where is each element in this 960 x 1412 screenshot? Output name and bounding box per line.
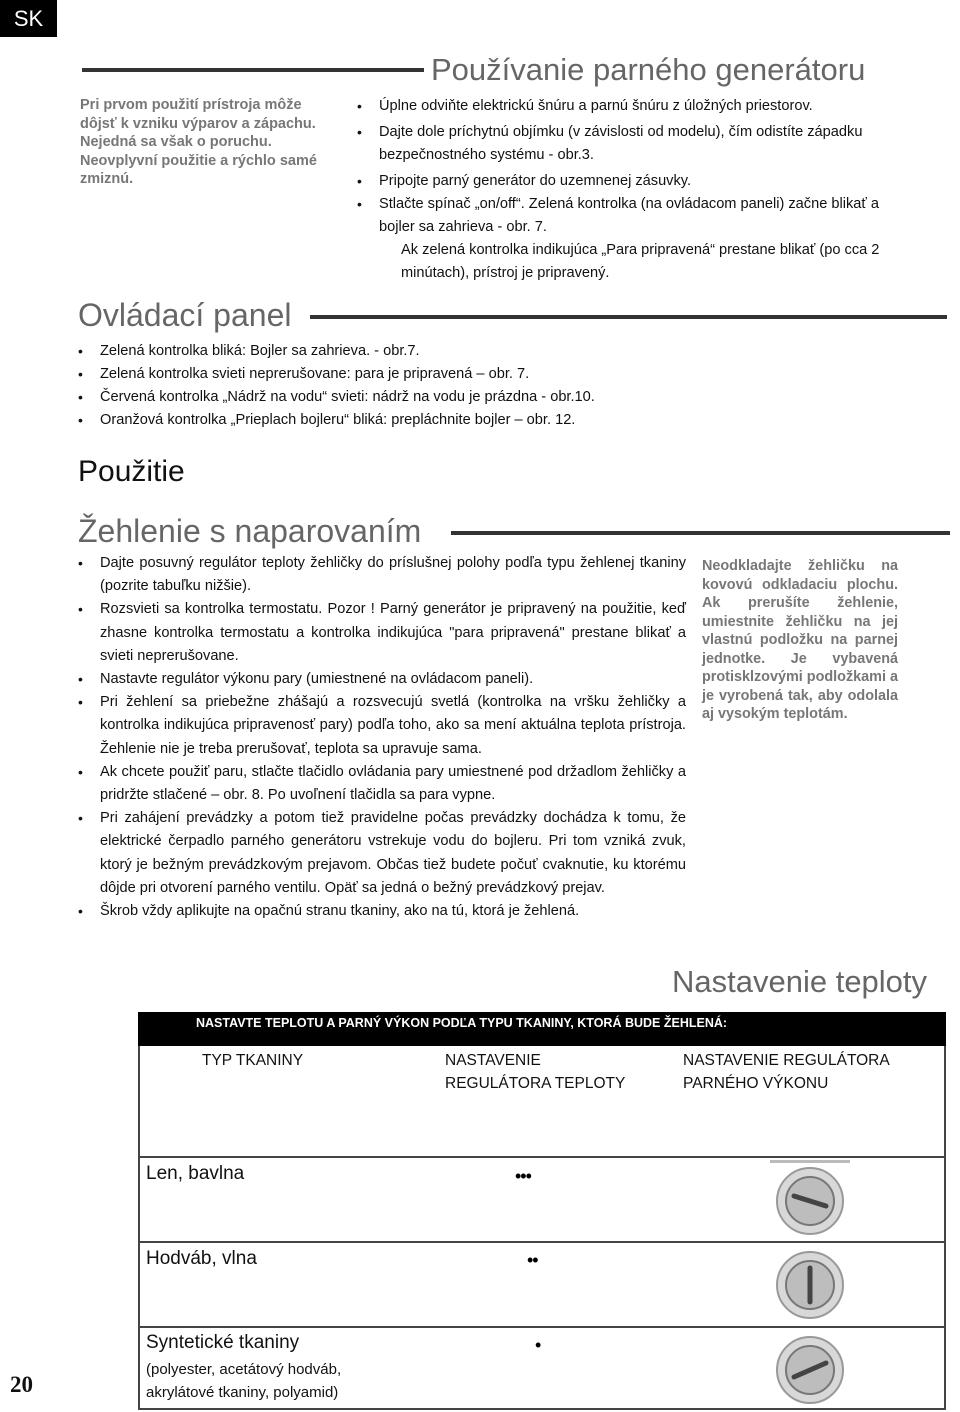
column-header-temperature-line-1: NASTAVENIE — [445, 1052, 541, 1069]
column-header-steam-line-1: NASTAVENIE REGULÁTORA — [683, 1052, 890, 1069]
list-item: • Úplne odviňte elektrickú šnúru a parnú šnúru z úložných priestorov. — [357, 95, 912, 118]
language-badge: SK — [0, 0, 57, 37]
list-item: • Stlačte spínač „on/off“. Zelená kontrolka (na ovládacom paneli) začne blikať a bojler sa zahrieva - obr. 7. — [357, 193, 912, 239]
section-rule-steam-ironing — [451, 531, 950, 535]
iron-rest-note: Neodkladajte žehličku na kovovú odkladaciu plochu. Ak prerušíte žehlenie, umiestnite žehličku na jej vlastnú podložku na parnej jednotke. Je vybavená protisklzovými podložkami a je vyrobená tak, aby odolala aj vysokým teplotám. — [702, 558, 898, 722]
fabric-silk-wool: Hodváb, vlna — [146, 1248, 257, 1269]
list-item: • Dajte posuvný regulátor teploty žehličky do príslušnej polohy podľa typu žehlenej tkaniny (pozrite tabuľku nižšie). — [78, 552, 686, 598]
list-item: Ak zelená kontrolka indikujúca „Para pripravená“ prestane blikať (po cca 2 minútach), prístroj je pripravený. — [401, 242, 880, 281]
steam-knob-medium-icon — [770, 1246, 850, 1324]
fabric-synthetic-details: (polyester, acetátový hodváb, akrylátové tkaniny, polyamid) — [146, 1361, 342, 1401]
section-rule-control-panel — [310, 315, 947, 319]
list-item: • Zelená kontrolka svieti neprerušovane: para je pripravená – obr. 7. — [78, 363, 678, 386]
list-item: • Pri zahájení prevádzky a potom tiež pravidelne počas prevádzky dochádza k tomu, že elektrické čerpadlo parného generátoru vstrekuje vodu do bojleru. Pri tom vzniká zvuk, ktorý je bežným prevádzkovým prejavom. Občas tiež budete počuť cvaknutie, ku ktorému dôjde pri otvorení parného ventilu. Opäť sa jedná o bežný prevádzkový prejav. — [78, 807, 686, 900]
temperature-dots-high: ••• — [515, 1166, 531, 1186]
list-item: • Škrob vždy aplikujte na opačnú stranu tkaniny, ako na tú, ktorá je žehlená. — [78, 900, 686, 923]
section-title-steam-ironing: Žehlenie s naparovaním — [78, 513, 422, 549]
list-item: • Oranžová kontrolka „Prieplach bojleru“ bliká: prepláchnite bojler – obr. 12. — [78, 409, 678, 432]
table-row-divider — [138, 1326, 946, 1328]
list-item: • Nastavte regulátor výkonu pary (umiestnené na ovládacom paneli). — [78, 668, 686, 691]
steam-knob-max-icon — [770, 1160, 850, 1238]
column-header-fabric: TYP TKANINY — [202, 1052, 304, 1069]
section-title-temperature: Nastavenie teploty — [672, 964, 928, 999]
column-header-steam — [683, 1049, 890, 1095]
list-item: • Červená kontrolka „Nádrž na vodu“ svieti: nádrž na vodu je prázdna - obr.10. — [78, 386, 678, 409]
temperature-dots-medium: •• — [527, 1250, 538, 1270]
list-item: • Pripojte parný generátor do uzemnenej zásuvky. — [357, 170, 912, 193]
list-item: • Rozsvieti sa kontrolka termostatu. Pozor ! Parný generátor je pripravený na použitie, keď zhasne kontrolka termostatu a kontrolka indikujúca "para pripravená" prestane blikať a svieti neprerušovane. — [78, 598, 686, 668]
steam-ironing-list — [78, 552, 686, 923]
generator-steps-list — [357, 95, 912, 285]
fabric-synthetic: Syntetické tkaniny — [146, 1332, 300, 1353]
settings-table-header: NASTAVTE TEPLOTU A PARNÝ VÝKON PODĽA TYPU TKANINY, KTORÁ BUDE ŽEHLENÁ: — [138, 1012, 946, 1046]
list-item: • Zelená kontrolka bliká: Bojler sa zahrieva. - obr.7. — [78, 340, 678, 363]
list-item: • Ak chcete použiť paru, stlačte tlačidlo ovládania pary umiestnené pod držadlom žehličky a pridržte stlačené – obr. 8. Po uvoľnení tlačidla sa para vypne. — [78, 761, 686, 807]
section-rule-generator — [82, 68, 424, 72]
fabric-cotton-linen: Len, bavlna — [146, 1163, 245, 1184]
column-header-temperature — [445, 1049, 625, 1095]
column-header-steam-line-2: PARNÉHO VÝKONU — [683, 1075, 829, 1092]
section-title-control-panel: Ovládací panel — [78, 297, 292, 333]
table-row-divider — [138, 1156, 946, 1158]
table-row-divider — [138, 1241, 946, 1243]
section-title-generator: Používanie parného generátoru — [431, 52, 866, 87]
page-number: 20 — [10, 1372, 33, 1397]
list-item: • Pri žehlení sa priebežne zhášajú a rozsvecujú svetlá (kontrolka na vršku žehličky a kontrolka indikujúca pripravenosť pary) podľa toho, ako sa mení aktuálna teplota prístroja. Žehlenie nie je treba prerušovať, teplota sa upravuje sama. — [78, 691, 686, 761]
control-panel-list — [78, 340, 678, 432]
first-use-note: Pri prvom použití prístroja môže dôjsť k vzniku výparov a zápachu. Nejedná sa však o poruchu. Neovplyvní použitie a rýchlo samé zmiznú. — [80, 97, 317, 187]
section-title-use: Použitie — [78, 455, 185, 488]
steam-knob-min-icon — [770, 1331, 850, 1409]
column-header-temperature-line-2: REGULÁTORA TEPLOTY — [445, 1075, 626, 1092]
temperature-dots-low: • — [535, 1335, 541, 1355]
list-item: • Dajte dole príchytnú objímku (v závislosti od modelu), čím odistíte západku bezpečnostného systému - obr.3. — [357, 121, 912, 167]
